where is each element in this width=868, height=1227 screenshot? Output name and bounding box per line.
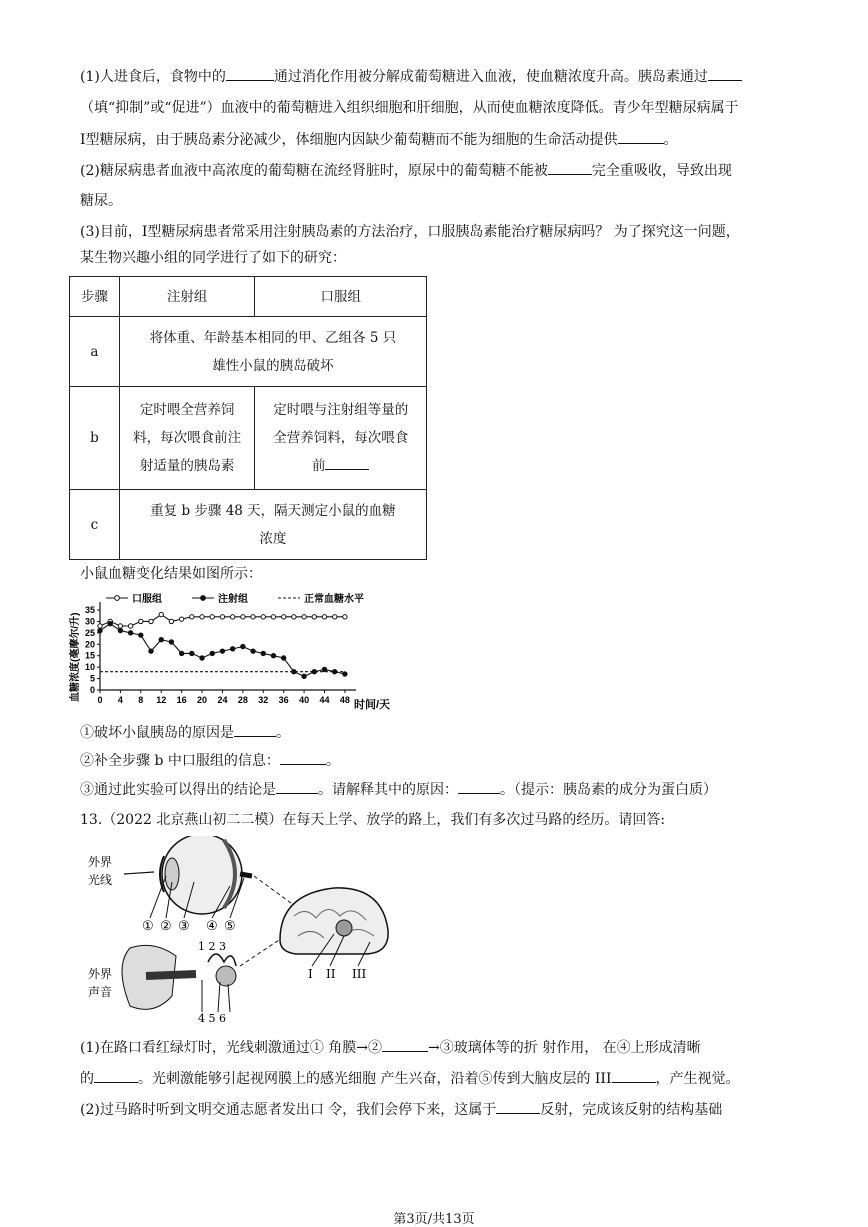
brain-label-2: II <box>326 967 336 981</box>
y-tick-label: 25 <box>84 627 95 638</box>
x-tick-label: 0 <box>97 695 103 705</box>
data-point <box>179 651 183 655</box>
x-tick-label: 36 <box>278 695 289 705</box>
data-point <box>281 656 285 660</box>
answer-blank[interactable] <box>548 160 592 175</box>
answer-blank[interactable] <box>612 1068 656 1083</box>
data-point <box>169 640 173 644</box>
data-point <box>220 615 224 619</box>
brain-center <box>336 920 352 936</box>
q12-p3-line2 <box>80 248 346 268</box>
data-point <box>251 615 255 619</box>
answer-blank[interactable] <box>276 779 318 794</box>
q12-p1-line3 <box>80 129 678 150</box>
data-point <box>139 619 143 623</box>
text: 完全重吸收，导致出现 <box>591 163 732 179</box>
x-tick-label: 12 <box>156 695 167 705</box>
pointer-line <box>150 876 166 918</box>
text: 。 <box>276 725 290 741</box>
data-point <box>332 615 336 619</box>
data-point <box>281 615 285 619</box>
cell-line: 全营养饲料，每次喂食 <box>273 430 409 446</box>
data-point <box>159 612 163 616</box>
text: (1)在路口看红绿灯时，光线刺激通过① 角膜→② <box>80 1040 383 1056</box>
text: （填“抑制”或“促进”）血液中的葡萄糖进入组织细胞和肝细胞，从而使血糖浓度降低。青少年型糖尿病属于 <box>80 100 739 116</box>
cell-line: 料，每次喂食前注 <box>133 430 242 446</box>
answer-blank[interactable] <box>458 779 500 794</box>
q12-p2-line2 <box>80 191 122 211</box>
text: (1)人进食后，食物中的 <box>80 69 226 85</box>
data-point <box>200 656 204 660</box>
text: I型糖尿病，由于胰岛素分泌减少，体细胞内因缺少葡萄糖而不能为细胞的生命活动提供 <box>80 132 618 148</box>
legend-label: 口服组 <box>132 594 162 605</box>
answer-blank[interactable] <box>325 455 369 470</box>
step-b-oral <box>255 387 427 490</box>
x-tick-label: 48 <box>339 695 350 705</box>
x-tick-label: 32 <box>258 695 269 705</box>
step-c-content <box>119 490 426 560</box>
y-tick-label: 35 <box>84 605 95 615</box>
text: 小鼠血糖变化结果如图所示： <box>80 566 262 582</box>
data-point <box>210 651 214 655</box>
text: 。 <box>325 753 340 769</box>
text: ，产生视觉。 <box>655 1071 740 1087</box>
data-point <box>98 628 102 632</box>
text: (2)糖尿病患者血液中高浓度的葡萄糖在流经肾脏时，原尿中的葡萄糖不能被 <box>80 163 548 179</box>
legend-marker <box>115 596 120 601</box>
data-point <box>230 615 234 619</box>
text: 。（提示：胰岛素的成分为蛋白质） <box>500 782 717 798</box>
blood-glucose-chart <box>66 590 406 718</box>
answer-blank[interactable] <box>94 1068 138 1083</box>
text: 前 <box>311 458 326 474</box>
eye-number-4: ④ <box>206 919 218 934</box>
cell-line: 将体重、年龄基本相同的甲、乙组各 5 只 <box>149 329 397 346</box>
q12-p3-line1 <box>80 222 740 242</box>
eye-number-5: ⑤ <box>224 919 236 934</box>
ear-top-numbers: 1 2 3 <box>198 940 226 953</box>
y-axis-label: 血糖浓度(毫摩尔/升) <box>70 612 81 702</box>
pointer-line <box>218 982 220 1012</box>
cell-line: 定时喂全营养饲 <box>139 402 235 418</box>
q12-p2-line1 <box>80 160 732 181</box>
data-point <box>179 617 183 621</box>
x-tick-label: 28 <box>237 695 248 705</box>
legend-label: 正常血糖水平 <box>304 594 364 605</box>
chart-caption <box>80 564 262 584</box>
q12-sub2 <box>80 750 340 771</box>
data-point <box>322 615 326 619</box>
ear-label-2: 声音 <box>88 985 113 999</box>
data-point <box>118 624 122 628</box>
q12-p1-line1 <box>80 66 742 87</box>
data-point <box>128 624 132 628</box>
text: 13.（2022 北京燕山初二二模）在每天上学、放学的路上，我们有多次过马路的经历。请回答: <box>80 812 666 828</box>
eye-label-2: 光线 <box>88 873 113 887</box>
data-point <box>241 615 245 619</box>
lens <box>165 858 179 890</box>
data-point <box>210 615 214 619</box>
data-point <box>190 651 194 655</box>
data-point <box>302 674 306 678</box>
cell-line: 射适量的胰岛素 <box>139 458 235 474</box>
x-tick-label: 4 <box>117 695 123 705</box>
legend-marker <box>201 596 206 601</box>
text: 。 <box>663 132 678 148</box>
data-point <box>271 654 275 658</box>
cell-line: 浓度 <box>259 530 287 547</box>
data-point <box>343 672 347 676</box>
text: 某生物兴趣小组的同学进行了如下的研究： <box>80 250 346 266</box>
step-c-label: c <box>70 490 120 560</box>
pointer-line <box>228 984 230 1012</box>
text: →③玻璃体等的折 射作用， 在④上形成清晰 <box>428 1040 701 1056</box>
y-tick-label: 0 <box>89 685 95 695</box>
text: 。光刺激能够引起视网膜上的感光细胞 产生兴奋，沿着⑤传到大脑皮层的 III <box>138 1071 612 1087</box>
data-point <box>230 647 234 651</box>
plot-area <box>85 602 356 705</box>
cell-line: 重复 b 步骤 48 天，隔天测定小鼠的血糖 <box>150 502 396 519</box>
answer-blank[interactable] <box>280 750 326 765</box>
text: 。请解释其中的原因： <box>318 782 458 798</box>
optic-nerve <box>240 874 252 876</box>
y-tick-label: 5 <box>89 673 95 684</box>
cell-line: 定时喂与注射组等量的 <box>273 402 409 418</box>
eye-label-1: 外界 <box>88 855 113 869</box>
x-tick-label: 16 <box>176 695 187 705</box>
data-point <box>128 631 132 635</box>
legend <box>106 592 364 605</box>
header-oral: 口服组 <box>255 277 427 317</box>
q12-p1-line2 <box>80 98 739 118</box>
semicircular-canals <box>208 954 236 966</box>
legend-label: 注射组 <box>218 594 248 605</box>
ear-canal <box>146 974 196 976</box>
data-point <box>292 615 296 619</box>
answer-blank[interactable] <box>382 1037 428 1052</box>
text: 糖尿。 <box>80 193 122 209</box>
y-tick-label: 15 <box>84 650 95 661</box>
data-point <box>98 624 102 628</box>
data-point <box>108 622 112 626</box>
data-point <box>261 651 265 655</box>
page-footer: 第3页/共13页 <box>393 1212 475 1227</box>
eye-ear-brain-diagram <box>84 836 404 1026</box>
text: (3)目前，I型糖尿病患者常采用注射胰岛素的方法治疗，口服胰岛素能治疗糖尿病吗？ 为了探究这一问题， <box>80 224 740 240</box>
ear-bottom-numbers: 4 5 6 <box>198 1012 226 1025</box>
brain-label-1: I <box>308 967 313 981</box>
data-point <box>302 615 306 619</box>
data-point <box>159 638 163 642</box>
x-tick-label: 24 <box>217 695 228 705</box>
answer-blank[interactable] <box>708 66 742 81</box>
data-point <box>200 615 204 619</box>
text: 的 <box>80 1071 94 1087</box>
header-step: 步骤 <box>70 277 120 317</box>
data-point <box>241 644 245 648</box>
data-point <box>139 633 143 637</box>
eye-number-2: ② <box>160 919 172 934</box>
step-a-content <box>119 317 426 387</box>
q12-sub1 <box>80 722 290 743</box>
q13-p2-line1 <box>80 1099 722 1120</box>
light-arrow <box>124 872 154 874</box>
header-inject: 注射组 <box>119 277 255 317</box>
text: ①破坏小鼠胰岛的原因是 <box>80 725 234 741</box>
data-point <box>322 667 326 671</box>
brain-illustration <box>280 888 388 981</box>
experiment-table <box>69 276 427 560</box>
step-a-label: a <box>70 317 120 387</box>
data-point <box>312 615 316 619</box>
ear-illustration <box>88 932 290 1025</box>
x-axis-label: 时间/天 <box>354 699 391 711</box>
cochlea <box>216 966 236 986</box>
ear-label-1: 外界 <box>88 967 113 981</box>
data-point <box>169 619 173 623</box>
data-point <box>343 615 347 619</box>
eye-number-1: ① <box>142 919 154 934</box>
eye-number-3: ③ <box>178 919 190 934</box>
q12-sub3 <box>80 779 717 800</box>
q13-p1-line2 <box>80 1068 740 1089</box>
data-point <box>220 649 224 653</box>
answer-blank[interactable] <box>618 129 664 144</box>
brain-label-3: III <box>352 967 367 981</box>
data-point <box>149 619 153 623</box>
step-b-label: b <box>70 387 120 490</box>
x-tick-label: 8 <box>138 695 144 705</box>
data-point <box>261 615 265 619</box>
q13-p1-line1 <box>80 1037 701 1058</box>
text: ③通过此实验可以得出的结论是 <box>80 782 276 798</box>
data-point <box>149 649 153 653</box>
x-tick-label: 40 <box>299 695 310 705</box>
x-tick-label: 44 <box>319 695 330 705</box>
data-point <box>190 615 194 619</box>
text: 通过消化作用被分解成葡萄糖进入血液，使血糖浓度升高。胰岛素通过 <box>273 69 708 85</box>
brain-outline <box>280 888 388 954</box>
answer-blank[interactable] <box>496 1099 540 1114</box>
answer-blank[interactable] <box>234 722 276 737</box>
text: ②补全步骤 b 中口服组的信息： <box>80 753 280 769</box>
answer-blank[interactable] <box>226 66 274 81</box>
y-tick-label: 10 <box>84 662 95 673</box>
x-tick-label: 20 <box>197 695 208 705</box>
cell-line <box>259 452 422 480</box>
y-tick-label: 30 <box>84 616 95 627</box>
data-point <box>118 628 122 632</box>
text: 反射，完成该反射的结构基础 <box>540 1102 723 1118</box>
step-b-inject <box>119 387 255 490</box>
text: (2)过马路时听到文明交通志愿者发出口 令，我们会停下来，这属于 <box>80 1102 497 1118</box>
eye-illustration <box>88 836 306 934</box>
y-tick-label: 20 <box>84 639 95 650</box>
cell-line: 雄性小鼠的胰岛破坏 <box>212 357 334 374</box>
data-point <box>251 649 255 653</box>
data-point <box>271 615 275 619</box>
q13-stem <box>80 810 665 830</box>
